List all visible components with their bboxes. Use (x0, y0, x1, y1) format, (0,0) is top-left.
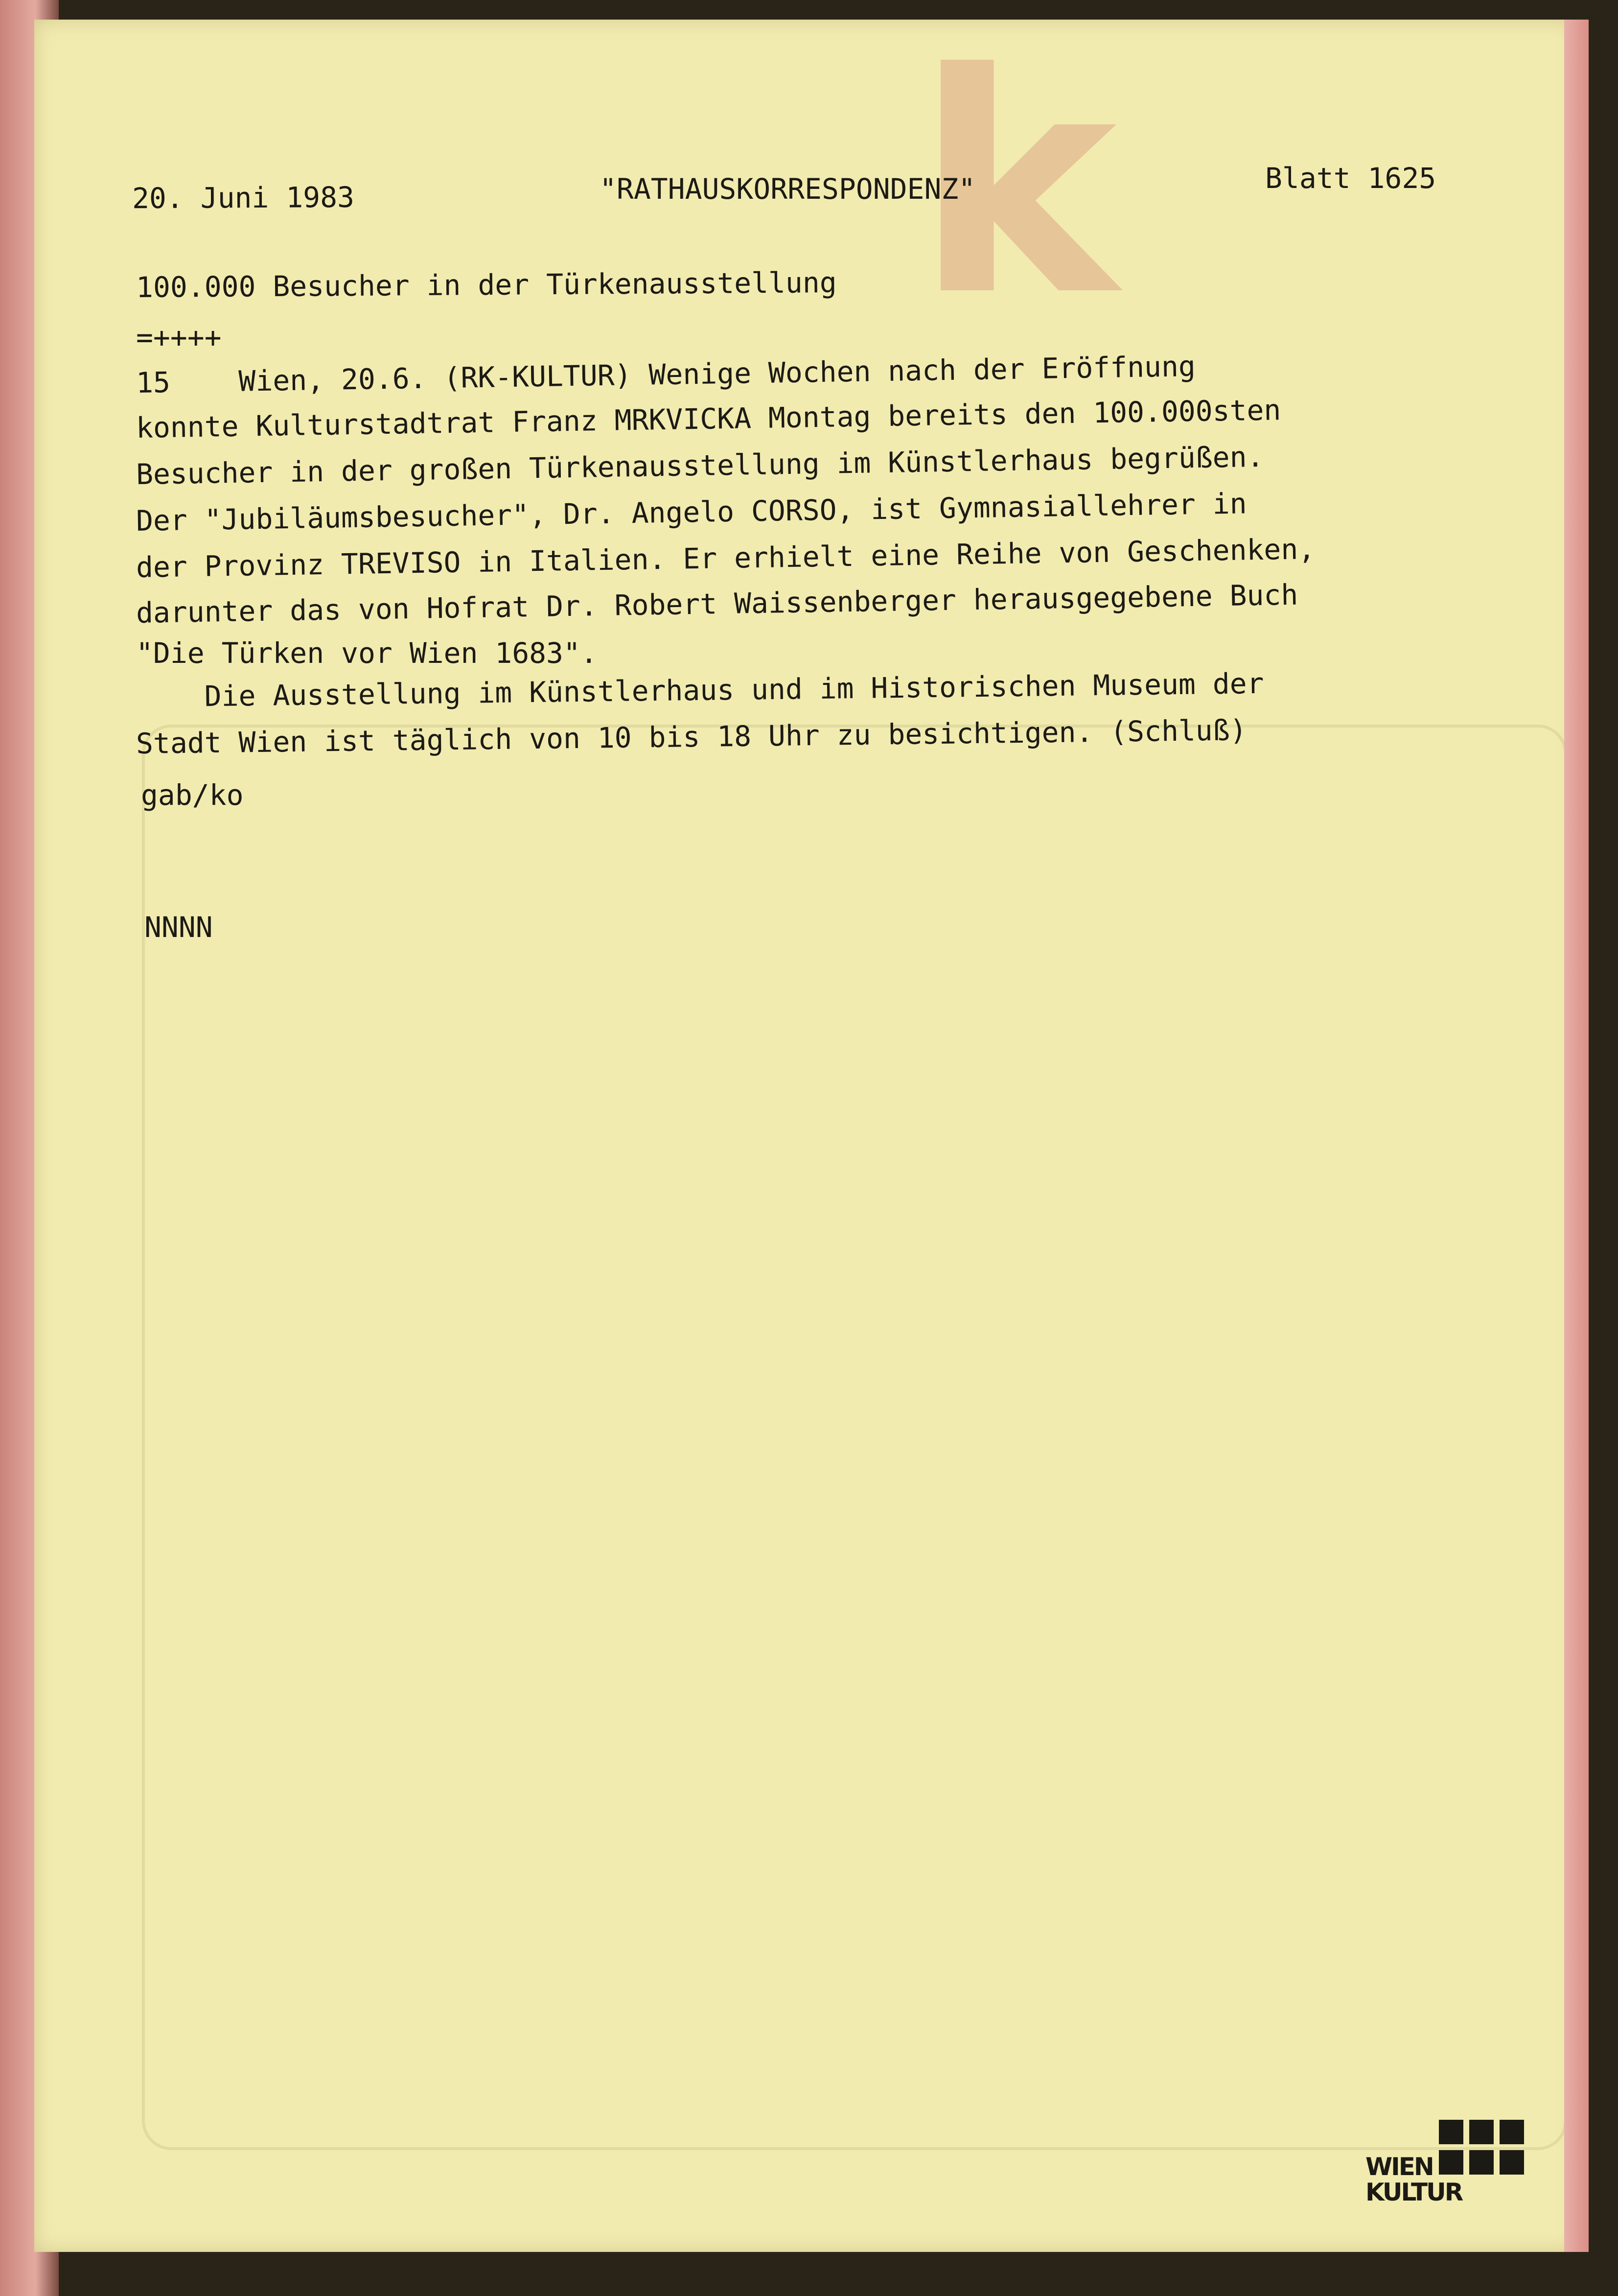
initials: gab/ko (141, 778, 244, 812)
header-publication: "RATHAUSKORRESPONDENZ" (600, 172, 976, 206)
logo-wordmark (1365, 2154, 1473, 2205)
logo-line-1: WIEN (1365, 2153, 1433, 2181)
body-line: konnte Kulturstadtrat Franz MRKVICKA Montag bereits den 100.000sten (136, 393, 1281, 445)
article-marker: =++++ (136, 321, 222, 354)
logo-line-2: KULTUR (1365, 2178, 1462, 2206)
body-line: darunter das von Hofrat Dr. Robert Waissenberger herausgegebene Buch (136, 578, 1298, 630)
body-line: Der "Jubiläumsbesucher", Dr. Angelo CORSO, ist Gymnasiallehrer in (136, 487, 1247, 538)
bleed-through-logo: k (915, 9, 1117, 362)
header-sheet: Blatt 1625 (1265, 162, 1436, 195)
body-line: Besucher in der großen Türkenausstellung im Künstlerhaus begrüßen. (136, 440, 1264, 491)
body-line: 15 Wien, 20.6. (RK-KULTUR) Wenige Wochen nach der Eröffnung (136, 349, 1196, 399)
body-line: Die Ausstellung im Künstlerhaus und im Historischen Museum der (136, 666, 1264, 714)
article-headline: 100.000 Besucher in der Türkenausstellung (136, 266, 837, 304)
wien-kultur-logo (1365, 2120, 1532, 2208)
end-mark: NNNN (144, 911, 213, 944)
body-line: der Provinz TREVISO in Italien. Er erhielt eine Reihe von Geschenken, (136, 532, 1316, 584)
body-line: Stadt Wien ist täglich von 10 bis 18 Uhr zu besichtigen. (Schluß) (136, 713, 1247, 760)
header-date: 20. Juni 1983 (132, 180, 355, 215)
body-line: "Die Türken vor Wien 1683". (136, 636, 598, 670)
